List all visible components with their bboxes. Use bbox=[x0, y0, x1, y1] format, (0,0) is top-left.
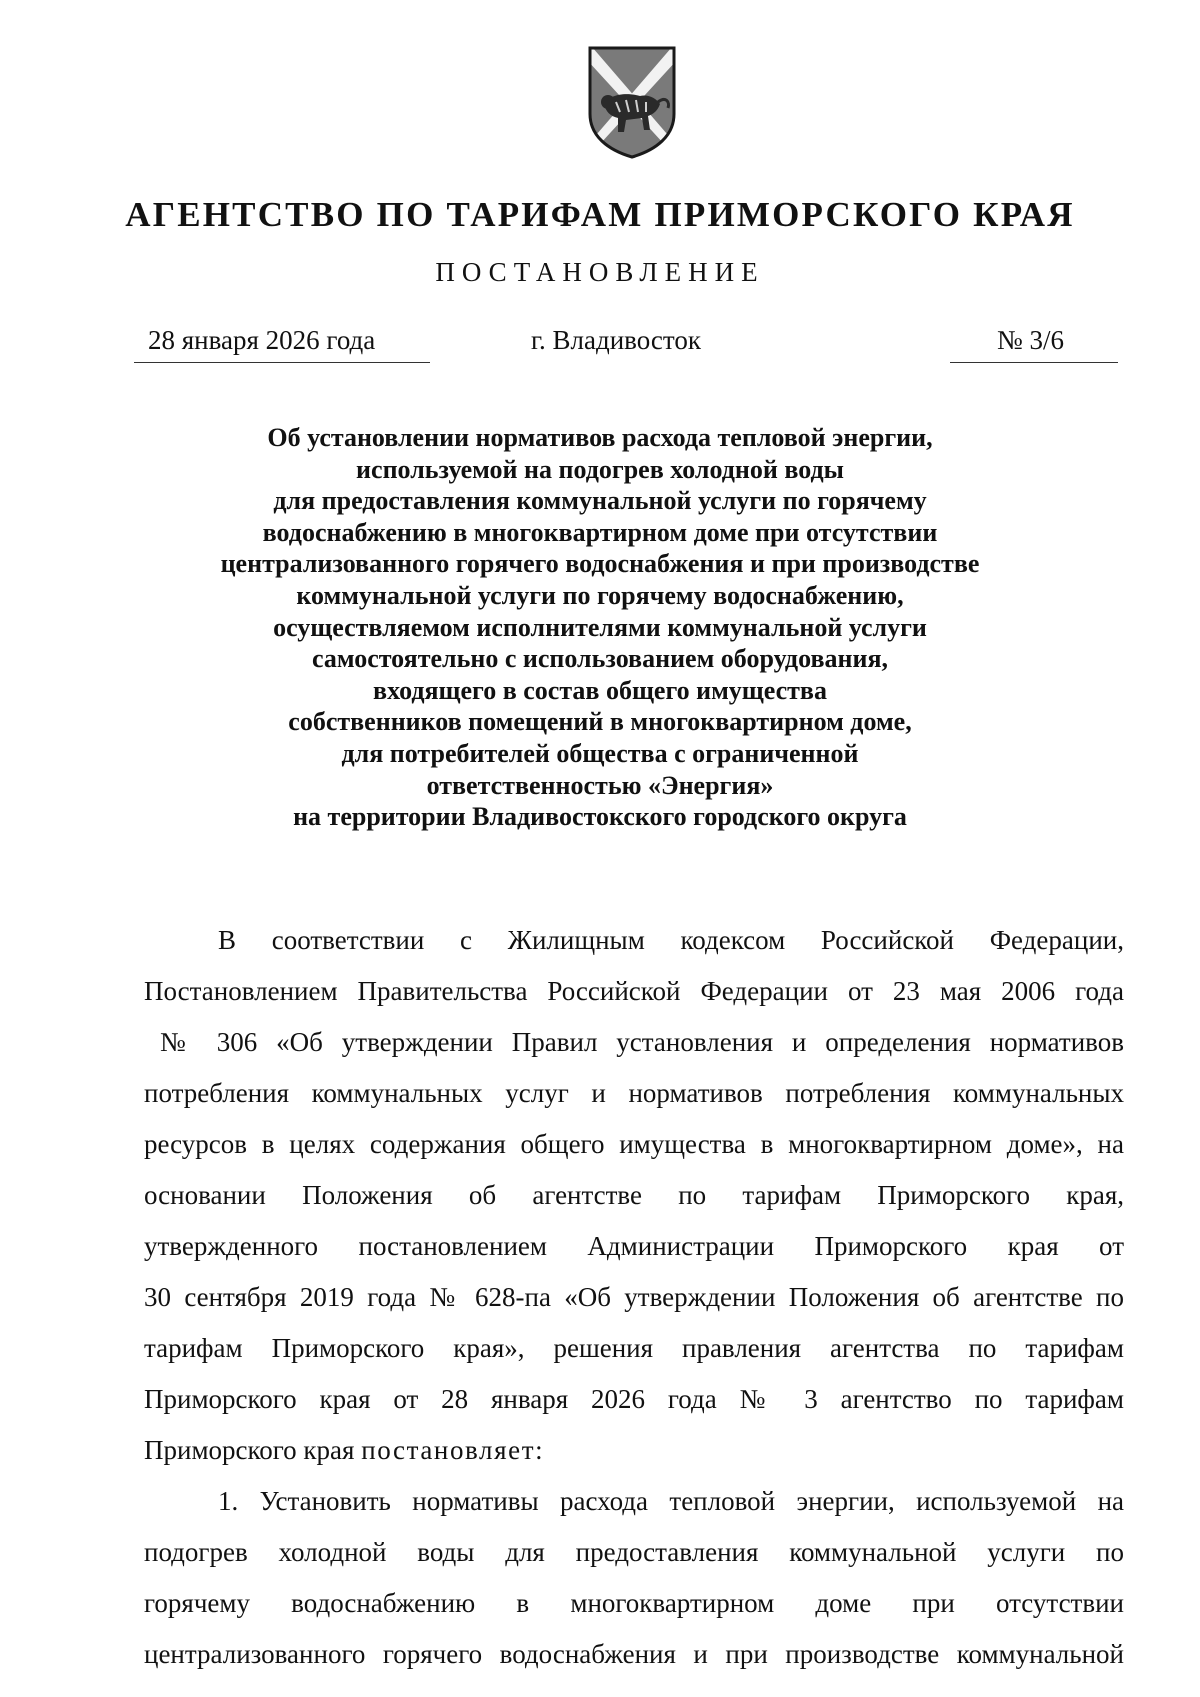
preamble-line: Постановлением Правительства Российской Федерации от 23 мая 2006 года bbox=[144, 976, 1124, 1006]
document-type: ПОСТАНОВЛЕНИЕ bbox=[435, 257, 765, 287]
title-line: собственников помещений в многоквартирном доме, bbox=[288, 707, 912, 737]
title-line: коммунальной услуги по горячему водоснабжению, bbox=[296, 580, 904, 610]
date-underline bbox=[134, 362, 430, 363]
preamble-line: ресурсов в целях содержания общего имущества в многоквартирном доме», на bbox=[144, 1129, 1124, 1159]
title-line: Об установлении нормативов расхода тепловой энергии, bbox=[267, 423, 933, 452]
preamble-line: основании Положения об агентстве по тарифам Приморского края, bbox=[144, 1180, 1124, 1210]
preamble-end-text: Приморского края bbox=[144, 1435, 362, 1465]
title-line: на территории Владивостокского городского округа bbox=[293, 802, 907, 832]
resolution-word: постановляет: bbox=[361, 1435, 545, 1465]
title-line: для предоставления коммунальной услуги по горячему bbox=[273, 486, 927, 516]
preamble-line: тарифам Приморского края», решения правления агентства по тарифам bbox=[144, 1333, 1124, 1363]
number-underline bbox=[950, 362, 1118, 363]
preamble-line: № 306 «Об утверждении Правил установления и определения нормативов bbox=[160, 1027, 1124, 1057]
title-line: самостоятельно с использованием оборудования, bbox=[311, 644, 889, 674]
preamble-line: утвержденного постановлением Администрации Приморского края от bbox=[144, 1231, 1124, 1261]
preamble-line: 30 сентября 2019 года № 628-па «Об утверждении Положения об агентстве по bbox=[144, 1282, 1124, 1312]
title-line: ответственностью «Энергия» bbox=[426, 770, 774, 800]
document-date: 28 января 2026 года bbox=[148, 325, 376, 355]
preamble-line: потребления коммунальных услуг и нормативов потребления коммунальных bbox=[144, 1078, 1124, 1108]
title-line: водоснабжению в многоквартирном доме при отсутствии bbox=[262, 517, 938, 547]
preamble-line bbox=[144, 1430, 1124, 1470]
title-line: используемой на подогрев холодной воды bbox=[356, 454, 844, 484]
document-number: № 3/6 bbox=[996, 325, 1064, 355]
item-1-line: 1. Установить нормативы расхода тепловой энергии, используемой на bbox=[218, 1486, 1124, 1516]
title-line: входящего в состав общего имущества bbox=[373, 675, 827, 705]
title-line: централизованного горячего водоснабжения и при производстве bbox=[220, 549, 980, 579]
coat-of-arms-icon bbox=[586, 44, 678, 160]
item-1-line: централизованного горячего водоснабжения и при производстве коммунальной bbox=[144, 1639, 1124, 1669]
item-1-line: подогрев холодной воды для предоставления коммунальной услуги по bbox=[144, 1537, 1124, 1567]
document-title bbox=[140, 422, 1060, 833]
agency-name: АГЕНТСТВО ПО ТАРИФАМ ПРИМОРСКОГО КРАЯ bbox=[125, 195, 1075, 234]
preamble-line: Приморского края от 28 января 2026 года № 3 агентство по тарифам bbox=[144, 1384, 1124, 1414]
preamble-line: В соответствии с Жилищным кодексом Российской Федерации, bbox=[218, 925, 1124, 955]
title-line: для потребителей общества с ограниченной bbox=[341, 738, 859, 768]
title-line: осуществляемом исполнителями коммунальной услуги bbox=[273, 612, 927, 642]
item-1-line: горячему водоснабжению в многоквартирном доме при отсутствии bbox=[144, 1588, 1124, 1618]
document-city: г. Владивосток bbox=[531, 325, 701, 355]
